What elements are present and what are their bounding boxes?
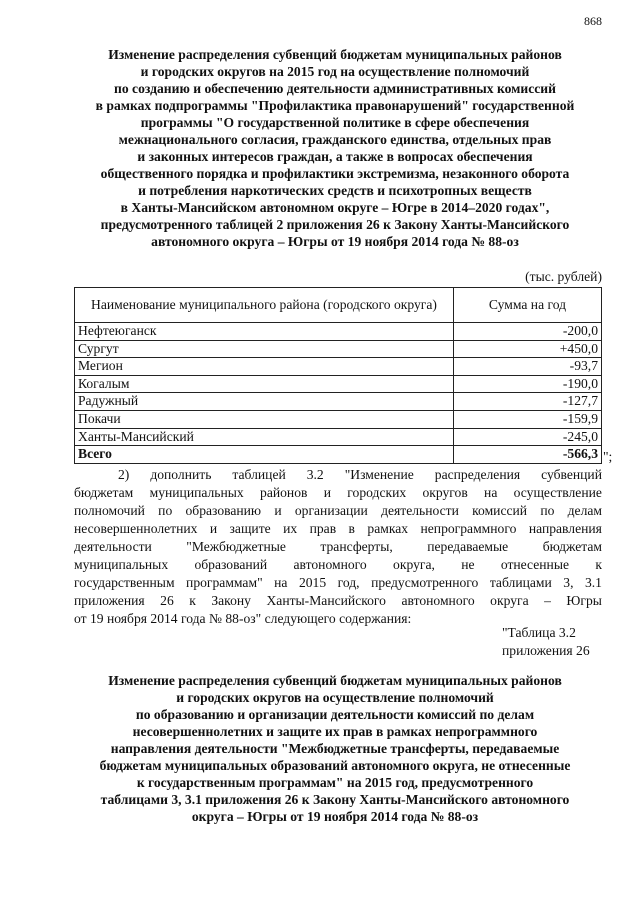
heading-line: и городских округов на 2015 год на осуществление полномочий (140, 64, 530, 79)
table-row (75, 358, 602, 376)
paragraph-word: на (484, 485, 498, 500)
heading-line: общественного порядка и профилактики экстремизма, незаконного оборота (100, 166, 570, 181)
heading-line: в Ханты-Мансийском автономном округе – Югре в 2014–2020 годах", (120, 200, 550, 215)
paragraph-word: осуществление (513, 485, 602, 500)
paragraph-word: 3.1 (584, 575, 602, 590)
table-header-row (75, 288, 602, 323)
paragraph-word: деятельности (381, 503, 459, 518)
heading-line: автономного округа – Югры от 19 ноября 2014 года № 88-оз (151, 234, 519, 249)
paragraph-word: следующего (264, 611, 340, 626)
paragraph-word: субвенций (541, 467, 602, 482)
municipality-cell: Мегион (75, 358, 454, 376)
paragraph-word: Закону (211, 593, 251, 608)
paragraph-word: и (323, 485, 331, 500)
paragraph-word: прав (309, 521, 337, 536)
paragraph-line (74, 592, 602, 610)
paragraph-word: бюджетам (74, 485, 134, 500)
heading-line: и потребления наркотических средств и психотропных веществ (138, 183, 532, 198)
paragraph-word: от (74, 611, 90, 626)
heading-line: по образованию и организации деятельности комиссий по делам (135, 707, 535, 722)
paragraph-word: предусмотренного (371, 575, 479, 590)
paragraph-word: программам" (186, 575, 263, 590)
paragraph-line (74, 502, 602, 520)
paragraph-word: трансферты, (320, 539, 393, 554)
total-amount-cell: -566,3 (454, 446, 602, 464)
table-reference (502, 624, 590, 660)
heading-line: округа – Югры от 19 ноября 2014 года № 88-оз (191, 809, 479, 824)
amount-cell: -200,0 (454, 323, 602, 341)
paragraph-line (74, 484, 602, 502)
paragraph-word: их (283, 521, 298, 536)
amount-cell: +450,0 (454, 340, 602, 358)
paragraph-word: делам (567, 503, 602, 518)
municipality-cell: Покачи (75, 410, 454, 428)
table-reference-line: приложения 26 (502, 643, 590, 658)
paragraph-word: приложения (74, 593, 145, 608)
table-reference-line: "Таблица 3.2 (502, 625, 576, 640)
paragraph-word: государственным (74, 575, 175, 590)
amendment-paragraph (74, 466, 602, 628)
paragraph-line (74, 520, 602, 538)
paragraph-word: и (274, 503, 282, 518)
heading-line: программы "О государственной политике в сфере обеспечения (140, 115, 530, 130)
table-row (75, 340, 602, 358)
paragraph-word: отнесенные (500, 557, 569, 572)
page-number: 868 (584, 14, 602, 28)
heading-line: бюджетам муниципальных образований автономного округа, не отнесенные (99, 758, 571, 773)
municipality-cell: Нефтеюганск (75, 323, 454, 341)
table-row (75, 410, 602, 428)
paragraph-word: образованию (185, 503, 262, 518)
paragraph-word: № (209, 611, 226, 626)
total-label-cell: Всего (75, 446, 454, 464)
heading-line: Изменение распределения субвенций бюджетам муниципальных районов (108, 673, 562, 688)
subventions-table (74, 287, 602, 464)
column-header-amount: Сумма на год (454, 288, 602, 323)
paragraph-word: непрограммного (420, 521, 517, 536)
paragraph-word: к (595, 557, 602, 572)
paragraph-word: образований (194, 557, 268, 572)
heading-line: межнационального согласия, гражданского единства, отдельных прав (118, 132, 552, 147)
paragraph-word: год, (337, 575, 360, 590)
paragraph-line (74, 556, 602, 574)
table-row (75, 323, 602, 341)
amount-cell: -93,7 (454, 358, 602, 376)
paragraph-line (74, 574, 602, 592)
table-row (75, 375, 602, 393)
paragraph-word: по (158, 503, 173, 518)
paragraph-word: округа (490, 593, 529, 608)
paragraph-word: "Изменение (344, 467, 414, 482)
paragraph-word: и (209, 521, 218, 536)
section-heading-1 (60, 46, 610, 250)
paragraph-word: районов (260, 485, 308, 500)
paragraph-word: на (274, 575, 288, 590)
heading-line: Изменение распределения субвенций бюджетам муниципальных районов (108, 47, 562, 62)
municipality-cell: Сургут (75, 340, 454, 358)
paragraph-word: по (540, 503, 555, 518)
paragraph-word: Ханты-Мансийского (266, 593, 386, 608)
paragraph-word: к (189, 593, 196, 608)
paragraph-word: ноября (106, 611, 151, 626)
paragraph-word: направления (528, 521, 602, 536)
paragraph-word: округа, (393, 557, 435, 572)
heading-line: в рамках подпрограммы "Профилактика правонарушений" государственной (95, 98, 575, 113)
paragraph-word: в (348, 521, 355, 536)
paragraph-word: муниципальных (149, 485, 244, 500)
heading-line: таблицами 3, 3.1 приложения 26 к Закону Ханты-Мансийского автономного (100, 792, 570, 807)
paragraph-word: 2) (118, 467, 130, 482)
paragraph-line (74, 466, 602, 484)
paragraph-word: несовершеннолетних (74, 521, 198, 536)
paragraph-word: 3, (563, 575, 574, 590)
column-header-municipality: Наименование муниципального района (городского округа) (75, 288, 454, 323)
table-row (75, 393, 602, 411)
paragraph-word: полномочий (74, 503, 145, 518)
paragraph-word: содержания: (339, 611, 412, 626)
paragraph-word: автономного (293, 557, 367, 572)
section-heading-2 (60, 672, 610, 825)
paragraph-word: округов (422, 485, 468, 500)
table-total-row (75, 446, 602, 464)
amount-cell: -159,9 (454, 410, 602, 428)
paragraph-word: городских (347, 485, 407, 500)
paragraph-word: 2015 (298, 575, 327, 590)
table-row (75, 428, 602, 446)
paragraph-word: таблицей (232, 467, 286, 482)
paragraph-word: муниципальных (74, 557, 169, 572)
paragraph-line (74, 538, 602, 556)
heading-line: и законных интересов граждан, а также в вопросах обеспечения (137, 149, 533, 164)
table-closing-quote: "; (603, 449, 613, 464)
amount-cell: -127,7 (454, 393, 602, 411)
amount-cell: -245,0 (454, 428, 602, 446)
paragraph-word: не (461, 557, 475, 572)
paragraph-word: 3.2 (306, 467, 324, 482)
paragraph-word: бюджетам (542, 539, 602, 554)
paragraph-word: рамках (367, 521, 409, 536)
municipality-cell: Когалым (75, 375, 454, 393)
paragraph-word: года (181, 611, 209, 626)
heading-line: и городских округов на осуществление полномочий (176, 690, 494, 705)
amount-cell: -190,0 (454, 375, 602, 393)
paragraph-word: 88-оз" (225, 611, 265, 626)
paragraph-word: защите (229, 521, 271, 536)
municipality-cell: Ханты-Мансийский (75, 428, 454, 446)
paragraph-word: 19 (89, 611, 107, 626)
paragraph-word: Югры (566, 593, 602, 608)
paragraph-word: организации (294, 503, 368, 518)
heading-line: несовершеннолетних и защите их прав в рамках непрограммного (132, 724, 538, 739)
paragraph-word: распределения (434, 467, 521, 482)
heading-line: по созданию и обеспечению деятельности административных комиссий (114, 81, 556, 96)
municipality-cell: Радужный (75, 393, 454, 411)
paragraph-word: деятельности (74, 539, 152, 554)
paragraph-word: автономного (401, 593, 475, 608)
paragraph-word: 2014 (150, 611, 181, 626)
unit-note: (тыс. рублей) (525, 269, 602, 284)
paragraph-word: – (544, 593, 551, 608)
paragraph-word: "Межбюджетные (186, 539, 286, 554)
paragraph-word: комиссий (472, 503, 528, 518)
heading-line: направления деятельности "Межбюджетные трансферты, передаваемые (110, 741, 560, 756)
paragraph-word: передаваемые (427, 539, 509, 554)
paragraph-word: таблицами (489, 575, 552, 590)
paragraph-word: 26 (160, 593, 174, 608)
heading-line: предусмотренного таблицей 2 приложения 26 к Закону Ханты-Мансийского (100, 217, 570, 232)
heading-line: к государственным программам" на 2015 год, предусмотренного (136, 775, 534, 790)
paragraph-word: дополнить (150, 467, 212, 482)
